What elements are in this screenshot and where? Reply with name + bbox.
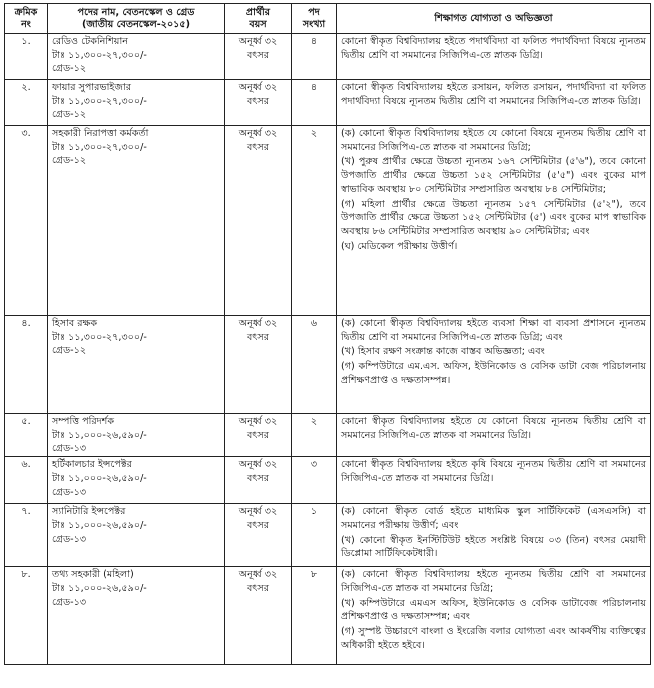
qualification-cell: [337, 567, 651, 665]
qualification-item: (খ) কোনো স্বীকৃত ইনস্টিটিউট হইতে সংশ্লিষ্ট বিষয়ে ০৩ (তিন) বৎসর মেয়াদী ডিপ্লোমা সার্টিফিকেটধারী।: [341, 534, 646, 560]
qualification-item: কোনো স্বীকৃত বিশ্ববিদ্যালয় হইতে পদার্থবিদ্যা বা ফলিত পদার্থবিদ্যা বিষয়ে ন্যূনতম দ্বিতীয় শ্রেণি বা সমমানের সিজিপিএ-তে স্নাতক ডিগ্রি।: [341, 36, 646, 61]
post-title: স্যানিটারি ইন্সপেক্টর: [52, 506, 126, 518]
qualification-item: (খ) কম্পিউটারে এমএস অফিস, ইউনিকোড ও বেসিক ডাটাবেজ পরিচালনায় প্রশিক্ষণপ্রাপ্ত ও দক্ষতাসম্পন্ন; এবং: [341, 597, 646, 623]
qualification-item: (খ) হিসাব রক্ষণ সংক্রান্ত কাজে বাস্তব অভিজ্ঞতা; এবং: [341, 346, 545, 358]
post-count-cell: ২: [292, 126, 337, 316]
age-text: বৎসর: [246, 582, 270, 594]
qualification-cell: [337, 316, 651, 414]
pay-scale: টাঃ ১১,০০০-২৬,৫৯০/-: [52, 429, 147, 441]
header-serial: ক্রমিক নং: [5, 4, 48, 34]
qualification-item: (ক) কোনো স্বীকৃত বিশ্ববিদ্যালয় হইতে ন্যূনতম দ্বিতীয় শ্রেণি বা সমমানের সিজিপিএ-তে স্নাতক বা সমমানের ডিগ্রি;: [341, 569, 646, 594]
age-text: অনূর্ধ্ব ৩২: [238, 82, 278, 93]
post-title: সম্পত্তি পরিদর্শক: [52, 416, 115, 427]
qualification-item: (গ) কম্পিউটারে এম.এস. অফিস, ইউনিকোড ও বেসিক ডাটা বেজ পরিচালনায় প্রশিক্ষণপ্রাপ্ত ও দক্ষতাসম্পন্ন।: [341, 361, 646, 386]
qualification-item: (গ) সুস্পষ্ট উচ্চারণে বাংলা ও ইংরেজি বলার যোগ্যতা এবং আকর্ষণীয় ব্যক্তিত্বের অধিকারী হইতে হইবে।: [341, 625, 646, 651]
post-cell: [48, 80, 225, 126]
table-row: [5, 457, 651, 504]
serial-cell: ২.: [5, 80, 48, 126]
post-count-cell: ৪: [292, 80, 337, 126]
post-cell: [48, 316, 225, 414]
post-cell: [48, 126, 225, 316]
grade: গ্রেড-১৩: [52, 533, 87, 545]
pay-scale: টাঃ ১১,৩০০-২৭,৩০০/-: [52, 141, 147, 153]
grade: গ্রেড-১২: [52, 109, 87, 121]
age-cell: [225, 126, 292, 316]
age-cell: [225, 34, 292, 80]
qualification-cell: [337, 457, 651, 504]
qualification-cell: [337, 126, 651, 316]
qualification-item: কোনো স্বীকৃত বিশ্ববিদ্যালয় হইতে কৃষি বিষয়ে ন্যূনতম দ্বিতীয় শ্রেণি বা সমমানের সিজিপিএ-তে স্নাতক বা সমমানের ডিগ্রি।: [341, 459, 646, 484]
qualification-item: (ক) কোনো স্বীকৃত বিশ্ববিদ্যালয় হইতে যে কোনো বিষয়ে ন্যূনতম দ্বিতীয় শ্রেণি বা সমমানের সিজিপিএ-তে স্নাতক বা সমমানের ডিগ্রি;: [341, 128, 646, 153]
age-text: বৎসর: [246, 429, 270, 441]
pay-scale: টাঃ ১১,০০০-২৬,৫৯০/-: [52, 472, 147, 484]
serial-cell: ৮.: [5, 567, 48, 665]
header-age: প্রার্থীর বয়স: [225, 4, 292, 34]
qualification-item: কোনো স্বীকৃত বিশ্ববিদ্যালয় হইতে রসায়ন, ফলিত রসায়ন, পদার্থবিদ্যা বা ফলিত পদার্থবিদ্যা বিষয়ে ন্যূনতম দ্বিতীয় শ্রেণি বা সমমানের সিজিপিএ-তে স্নাতক ডিগ্রি।: [341, 82, 646, 107]
qualification-item: (ঘ) মেডিকেল পরীক্ষায় উত্তীর্ণ।: [341, 240, 458, 252]
post-count-cell: ৮: [292, 567, 337, 665]
pay-scale: টাঃ ১১,৩০০-২৭,৩০০/-: [52, 49, 147, 61]
table-header-row: [5, 4, 651, 34]
post-title: তথ্য সহকারী (মহিলা): [52, 569, 134, 581]
qualification-cell: [337, 34, 651, 80]
qualification-item: (গ) মহিলা প্রার্থীর ক্ষেত্রে উচ্চতা ন্যূনতম ১৫৭ সেন্টিমিটার (৫'২"), তবে উপজাতি প্রার্থীর ক্ষেত্রে উচ্চতা ১৫২ সেন্টিমিটার (৫') এবং বুকের মাপ স্বাভাবিক অবস্থায় ৮৬ সেন্টিমিটার সম্প্রসারিত অবস্থায় ৯০ সেন্টিমিটার; এবং: [341, 198, 646, 237]
qualification-item: কোনো স্বীকৃত বিশ্ববিদ্যালয় হইতে যে কোনো বিষয়ে ন্যূনতম দ্বিতীয় শ্রেণি বা সমমানের সিজিপিএ-তে স্নাতক বা সমমানের ডিগ্রি।: [341, 416, 646, 441]
post-title: হিসাব রক্ষক: [52, 318, 98, 329]
age-text: অনূর্ধ্ব ৩২: [238, 318, 278, 329]
post-cell: [48, 457, 225, 504]
qualification-item: (খ) পুরুষ প্রার্থীর ক্ষেত্রে উচ্চতা ন্যূনতম ১৬৭ সেন্টিমিটার (৫'৬"), তবে কোনো উপজাতি প্রার্থীর ক্ষেত্রে উচ্চতা ১৫২ সেন্টিমিটার (৫'৫") এবং বুকের মাপ স্বাভাবিক অবস্থায় ৮০ সেন্টিমিটার সম্প্রসারিত অবস্থায় ৮৪ সেন্টিমিটার;: [341, 156, 646, 195]
post-cell: [48, 34, 225, 80]
serial-cell: ৪.: [5, 316, 48, 414]
table-row: [5, 34, 651, 80]
post-cell: [48, 567, 225, 665]
table-row: [5, 80, 651, 126]
age-cell: [225, 567, 292, 665]
qualification-item: (ক) কোনো স্বীকৃত বিশ্ববিদ্যালয় হইতে ব্যবসা শিক্ষা বা ব্যবসা প্রশাসনে ন্যূনতম দ্বিতীয় শ্রেণি বা সমমানের সিজিপিএ-তে স্নাতক ডিগ্রি; এবং: [341, 318, 646, 343]
table-row: [5, 414, 651, 457]
serial-cell: ৬.: [5, 457, 48, 504]
header-post: পদের নাম, বেতনস্কেল ও গ্রেড (জাতীয় বেতনস্কেল-২০১৫): [48, 4, 225, 34]
grade: গ্রেড-১২: [52, 155, 87, 167]
age-cell: [225, 80, 292, 126]
post-cell: [48, 414, 225, 457]
header-qualification: শিক্ষাগত যোগ্যতা ও অভিজ্ঞতা: [337, 4, 651, 34]
age-text: অনূর্ধ্ব ৩২: [238, 416, 278, 427]
grade: গ্রেড-১২: [52, 63, 87, 75]
header-count: পদ সংখ্যা: [292, 4, 337, 34]
age-cell: [225, 504, 292, 567]
table-row: [5, 316, 651, 414]
post-count-cell: ১: [292, 504, 337, 567]
age-text: অনূর্ধ্ব ৩২: [238, 506, 278, 518]
age-text: বৎসর: [246, 49, 270, 61]
post-title: সহকারী নিরাপত্তা কর্মকর্তা: [52, 128, 149, 139]
age-text: বৎসর: [246, 519, 270, 531]
age-text: অনূর্ধ্ব ৩২: [238, 459, 278, 471]
post-count-cell: ৬: [292, 316, 337, 414]
post-title: রেডিও টেকনিশিয়ান: [52, 36, 128, 47]
post-cell: [48, 504, 225, 567]
serial-cell: ৫.: [5, 414, 48, 457]
age-text: অনূর্ধ্ব ৩২: [238, 36, 278, 47]
table-row: [5, 567, 651, 665]
pay-scale: টাঃ ১১,০০০-২৬,৫৯০/-: [52, 519, 147, 531]
age-cell: [225, 414, 292, 457]
serial-cell: ১.: [5, 34, 48, 80]
age-text: বৎসর: [246, 95, 270, 107]
post-title: হর্টিকালচার ইন্সপেক্টর: [52, 459, 132, 471]
age-text: বৎসর: [246, 472, 270, 484]
serial-cell: ৭.: [5, 504, 48, 567]
grade: গ্রেড-১৩: [52, 443, 87, 455]
qualification-cell: [337, 504, 651, 567]
table-row: [5, 504, 651, 567]
job-requirements-table: [4, 3, 651, 665]
table-row: [5, 126, 651, 316]
age-text: অনূর্ধ্ব ৩২: [238, 569, 278, 581]
qualification-cell: [337, 80, 651, 126]
post-count-cell: ৪: [292, 34, 337, 80]
age-text: অনূর্ধ্ব ৩২: [238, 128, 278, 139]
post-title: ফায়ার সুপারভাইজার: [52, 82, 132, 93]
pay-scale: টাঃ ১১,০০০-২৬,৫৯০/-: [52, 582, 147, 594]
age-text: বৎসর: [246, 141, 270, 153]
post-count-cell: ২: [292, 414, 337, 457]
age-cell: [225, 457, 292, 504]
table-body: [5, 34, 651, 665]
grade: গ্রেড-১৩: [52, 486, 87, 498]
age-cell: [225, 316, 292, 414]
serial-cell: ৩.: [5, 126, 48, 316]
age-text: বৎসর: [246, 331, 270, 343]
post-count-cell: ৩: [292, 457, 337, 504]
grade: গ্রেড-১৩: [52, 596, 87, 608]
qualification-cell: [337, 414, 651, 457]
pay-scale: টাঃ ১১,৩০০-২৭,৩০০/-: [52, 331, 147, 343]
grade: গ্রেড-১২: [52, 345, 87, 357]
pay-scale: টাঃ ১১,৩০০-২৭,৩০০/-: [52, 95, 147, 107]
qualification-item: (ক) কোনো স্বীকৃত বোর্ড হইতে মাধ্যমিক স্কুল সার্টিফিকেট (এসএসসি) বা সমমানের পরীক্ষায় উত্তীর্ণ; এবং: [341, 506, 646, 531]
